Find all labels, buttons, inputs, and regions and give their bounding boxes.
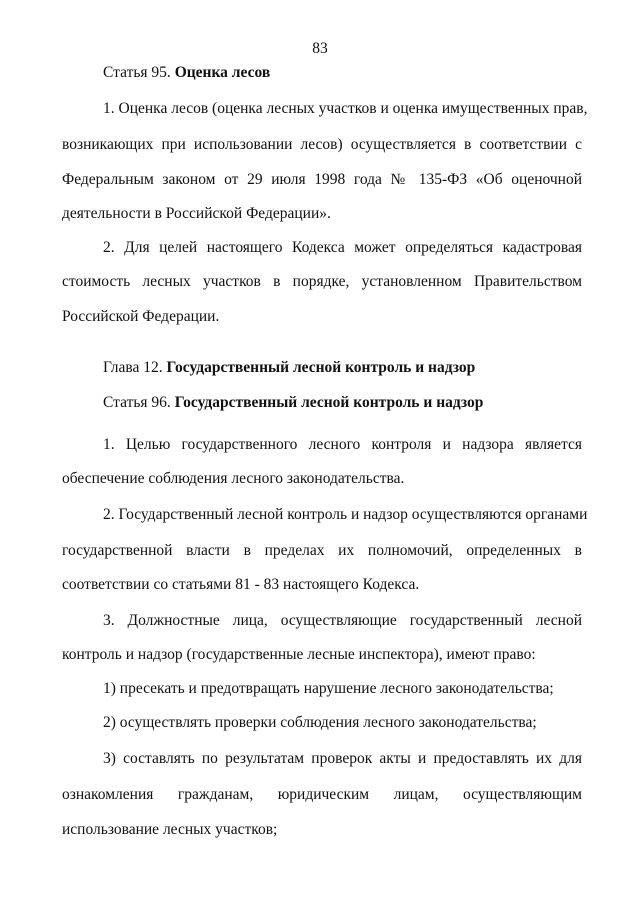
art95-p2-line2: стоимость лесных участков в порядке, установленном Правительством (62, 273, 582, 290)
art96-p2-line3: соответствии со статьями 81 - 83 настоящего Кодекса. (62, 576, 420, 593)
art95-p1-line1: 1. Оценка лесов (оценка лесных участков и оценка имущественных прав, (103, 100, 588, 117)
art96-p2-line2: государственной власти в пределах их полномочий, определенных в (62, 542, 582, 559)
art96-item-1: 1) пресекать и предотвращать нарушение лесного законодательства; (103, 680, 554, 697)
article-96-title: Государственный лесной контроль и надзор (174, 394, 484, 411)
art96-p3-line1: 3. Должностные лица, осуществляющие государственный лесной (103, 612, 582, 629)
art96-p2-line1: 2. Государственный лесной контроль и надзор осуществляются органами (103, 506, 588, 523)
article-95-heading (103, 64, 582, 82)
chapter-12-title: Государственный лесной контроль и надзор (166, 359, 476, 376)
art96-p3-line2: контроль и надзор (государственные лесные инспектора), имеют право: (62, 646, 536, 663)
article-96-heading (103, 394, 582, 412)
art96-item-2: 2) осуществлять проверки соблюдения лесного законодательства; (103, 714, 537, 731)
art96-p1-line2: обеспечение соблюдения лесного законодательства. (62, 470, 405, 487)
art95-p1-line3: Федеральным законом от 29 июля 1998 года № 135-ФЗ «Об оценочной (62, 171, 582, 188)
article-96-prefix: Статья 96. (103, 394, 171, 411)
chapter-12-heading (103, 359, 582, 377)
art96-item-3-line1: 3) составлять по результатам проверок акты и предоставлять их для (103, 750, 582, 767)
art95-p1-line2: возникающих при использовании лесов) осуществляется в соответствии с (62, 136, 582, 153)
art95-p1-line4: деятельности в Российской Федерации». (62, 205, 331, 222)
page-number: 83 (312, 40, 328, 57)
art96-item-3-line3: использование лесных участков; (62, 821, 278, 838)
article-95-prefix: Статья 95. (103, 64, 171, 81)
art96-item-3-line2: ознакомления гражданам, юридическим лицам, осуществляющим (62, 786, 582, 803)
article-95-title: Оценка лесов (174, 64, 271, 81)
art96-p1-line1: 1. Целью государственного лесного контроля и надзора является (103, 436, 582, 453)
art95-p2-line1: 2. Для целей настоящего Кодекса может определяться кадастровая (103, 239, 582, 256)
art95-p2-line3: Российской Федерации. (62, 308, 220, 325)
chapter-12-prefix: Глава 12. (103, 359, 163, 376)
